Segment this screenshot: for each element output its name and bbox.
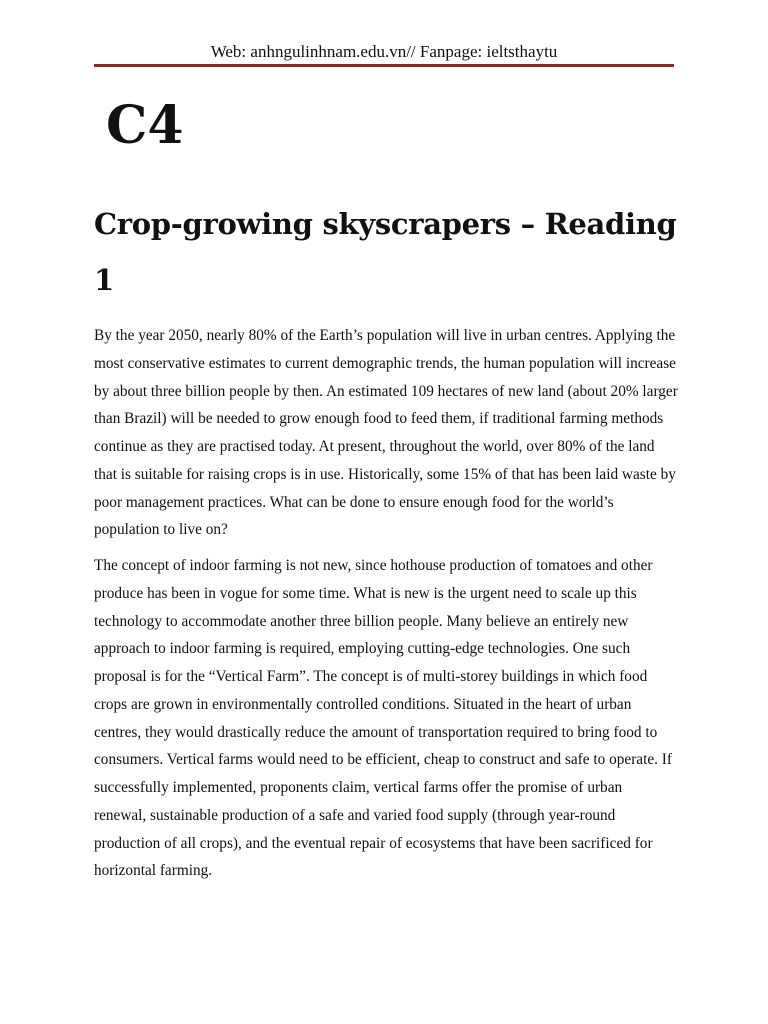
- chapter-label: C4: [106, 95, 184, 156]
- document-body: [94, 322, 678, 893]
- header-divider: [94, 64, 674, 67]
- page-header: Web: anhngulinhnam.edu.vn// Fanpage: ieltsthaytu: [210, 42, 558, 61]
- paragraph-2: The concept of indoor farming is not new, since hothouse production of tomatoes and other produce has been in vogue for some time. What is new is the urgent need to scale up this technology to accommodate another three billion people. Many believe an entirely new approach to indoor farming is required, employing cutting-edge technologies. One such proposal is for the “Vertical Farm”. The concept is of multi-storey buildings in which food crops are grown in environmentally controlled conditions. Situated in the heart of urban centres, they would drastically reduce the amount of transportation required to bring food to consumers. Vertical farms would need to be efficient, cheap to construct and safe to operate. If successfully implemented, proponents claim, vertical farms offer the promise of urban renewal, sustainable production of a safe and varied food supply (through year-round production of all crops), and the eventual repair of ecosystems that have been sacrificed for horizontal farming.: [94, 557, 672, 880]
- document-title: Crop-growing skyscrapers – Reading 1: [94, 207, 677, 297]
- paragraph-1: By the year 2050, nearly 80% of the Earth’s population will live in urban centres. Applying the most conservative estimates to current demographic trends, the human population will increase by about three billion people by then. An estimated 109 hectares of new land (about 20% larger than Brazil) will be needed to grow enough food to feed them, if traditional farming methods continue as they are practised today. At present, throughout the world, over 80% of the land that is suitable for raising crops is in use. Historically, some 15% of that has been laid waste by poor management practices. What can be done to ensure enough food for the world’s population to live on?: [94, 327, 678, 539]
